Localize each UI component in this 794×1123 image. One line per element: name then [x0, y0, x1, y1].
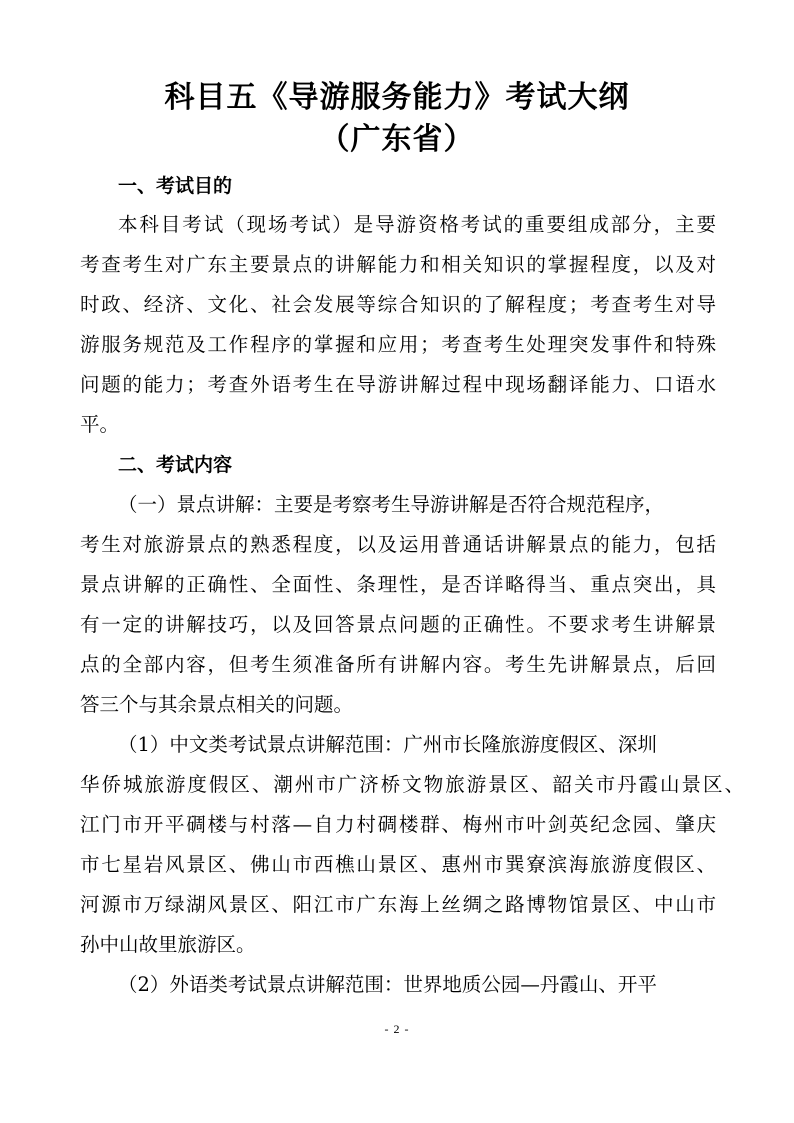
- body-line: 问题的能力；考查外语考生在导游讲解过程中现场翻译能力、口语水: [80, 373, 716, 396]
- body-line: （一）景点讲解：主要是考察考生导游讲解是否符合规范程序，: [118, 493, 665, 516]
- document-subtitle: （广东省）: [319, 122, 475, 157]
- page-number: - 2 -: [384, 1022, 410, 1036]
- section-heading-exam-content: 二、考试内容: [118, 454, 233, 476]
- body-line: （1）中文类考试景点讲解范围：广州市长隆旅游度假区、深圳: [118, 733, 657, 756]
- body-line: 时政、经济、文化、社会发展等综合知识的了解程度；考查考生对导: [80, 293, 716, 316]
- body-line: 河源市万绿湖风景区、阳江市广东海上丝绸之路博物馆景区、中山市: [80, 893, 716, 916]
- body-line: 平。: [80, 413, 120, 436]
- body-line: （2）外语类考试景点讲解范围：世界地质公园—丹霞山、开平: [118, 973, 657, 996]
- document-title: 科目五《导游服务能力》考试大纲: [164, 80, 630, 115]
- body-line: 考生对旅游景点的熟悉程度，以及运用普通话讲解景点的能力，包括: [80, 533, 716, 556]
- body-line: 景点讲解的正确性、全面性、条理性，是否详略得当、重点突出，具: [80, 573, 716, 596]
- body-line: 点的全部内容，但考生须准备所有讲解内容。考生先讲解景点，后回: [80, 653, 716, 676]
- body-line: 有一定的讲解技巧，以及回答景点问题的正确性。不要求考生讲解景: [80, 613, 716, 636]
- body-line: 孙中山故里旅游区。: [80, 933, 256, 956]
- section-heading-exam-purpose: 一、考试目的: [118, 175, 233, 197]
- body-line: 本科目考试（现场考试）是导游资格考试的重要组成部分，主要: [118, 213, 716, 236]
- body-line: 答三个与其余景点相关的问题。: [80, 693, 354, 716]
- body-line: 华侨城旅游度假区、潮州市广济桥文物旅游景区、韶关市丹霞山景区、: [80, 773, 744, 796]
- body-line: 考查考生对广东主要景点的讲解能力和相关知识的掌握程度，以及对: [80, 253, 716, 276]
- body-line: 江门市开平碉楼与村落—自力村碉楼群、梅州市叶剑英纪念园、肇庆: [80, 813, 716, 836]
- body-line: 游服务规范及工作程序的掌握和应用；考查考生处理突发事件和特殊: [80, 333, 716, 356]
- body-line: 市七星岩风景区、佛山市西樵山景区、惠州市巽寮滨海旅游度假区、: [80, 853, 716, 876]
